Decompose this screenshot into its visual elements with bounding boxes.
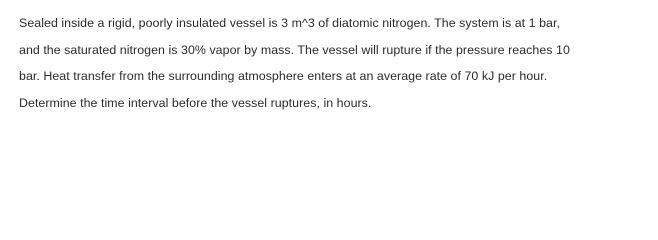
- problem-line-1: Sealed inside a rigid, poorly insulated vessel is 3 m^3 of diatomic nitrogen. The system is at 1 bar,: [19, 16, 560, 30]
- problem-line-3: bar. Heat transfer from the surrounding atmosphere enters at an average rate of 70 kJ per hour.: [19, 69, 548, 83]
- problem-line-4: Determine the time interval before the vessel ruptures, in hours.: [19, 95, 372, 110]
- problem-statement: [19, 10, 655, 116]
- problem-line-2: and the saturated nitrogen is 30% vapor by mass. The vessel will rupture if the pressure reaches 10: [19, 42, 570, 57]
